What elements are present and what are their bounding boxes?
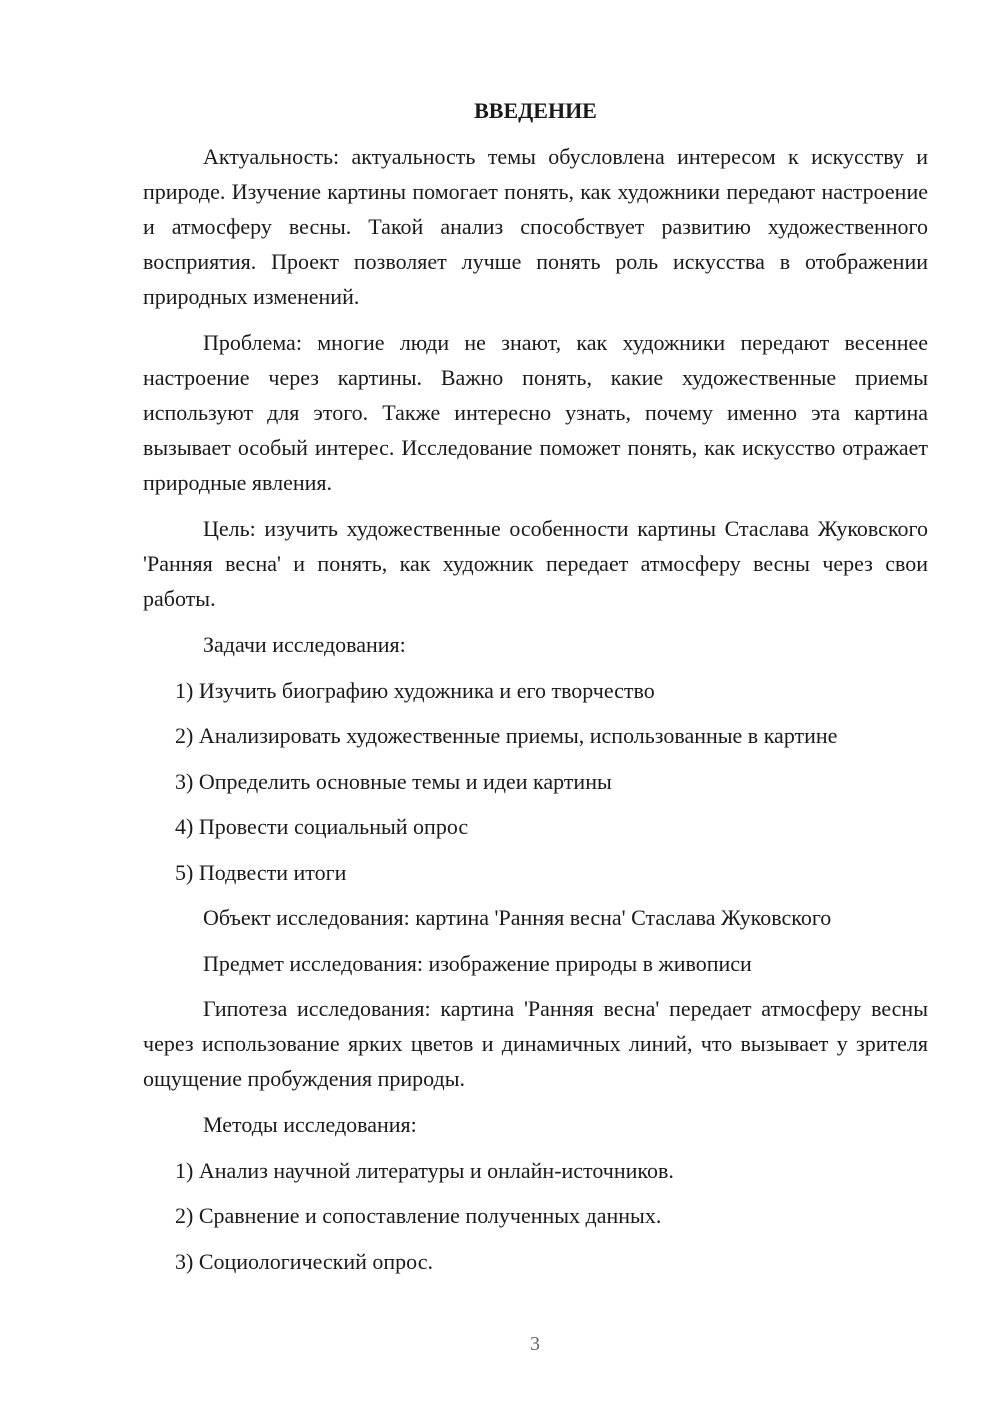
method-item: 2) Сравнение и сопоставление полученных данных. [175, 1203, 662, 1228]
task-item: 4) Провести социальный опрос [175, 814, 469, 839]
task-item: 3) Определить основные темы и идеи картины [175, 768, 612, 794]
research-subject: Предмет исследования: изображение природы в живописи [203, 950, 752, 976]
research-object: Объект исследования: картина 'Ранняя весна' Стаслава Жуковского [203, 905, 832, 930]
page-content [143, 95, 928, 1289]
task-item: 5) Подвести итоги [175, 859, 347, 885]
method-item: 1) Анализ научной литературы и онлайн-источников. [175, 1157, 674, 1183]
paragraph-goal: Цель: изучить художественные особенности картины Стаслава Жуковского 'Ранняя весна' и понять, как художник передает атмосферу весны через свои работы. [143, 516, 928, 611]
tasks-heading: Задачи исследования: [203, 632, 406, 657]
paragraph-relevance: Актуальность: актуальность темы обусловлена интересом к искусству и природе. Изучение картины помогает понять, как художники передают настроение и атмосферу весны. Такой анализ способствует развитию художественного восприятия. Проект позволяет лучше понять роль искусства в отображении природных изменений. [143, 144, 928, 309]
paragraph-hypothesis: Гипотеза исследования: картина 'Ранняя весна' передает атмосферу весны через использование ярких цветов и динамичных линий, что вызывает у зрителя ощущение пробуждения природы. [143, 996, 928, 1091]
page-number: 3 [530, 1333, 540, 1355]
task-item: 2) Анализировать художественные приемы, использованные в картине [175, 723, 838, 748]
methods-heading: Методы исследования: [203, 1112, 417, 1137]
paragraph-problem: Проблема: многие люди не знают, как художники передают весеннее настроение через картины. Важно понять, какие художественные приемы используют для этого. Также интересно узнать, почему именно эта картина вызывает особый интерес. Исследование поможет понять, как искусство отражает природные явления. [143, 330, 928, 495]
task-item: 1) Изучить биографию художника и его творчество [175, 677, 655, 703]
page-title: ВВЕДЕНИЕ [474, 98, 597, 123]
method-item: 3) Социологический опрос. [175, 1248, 433, 1274]
